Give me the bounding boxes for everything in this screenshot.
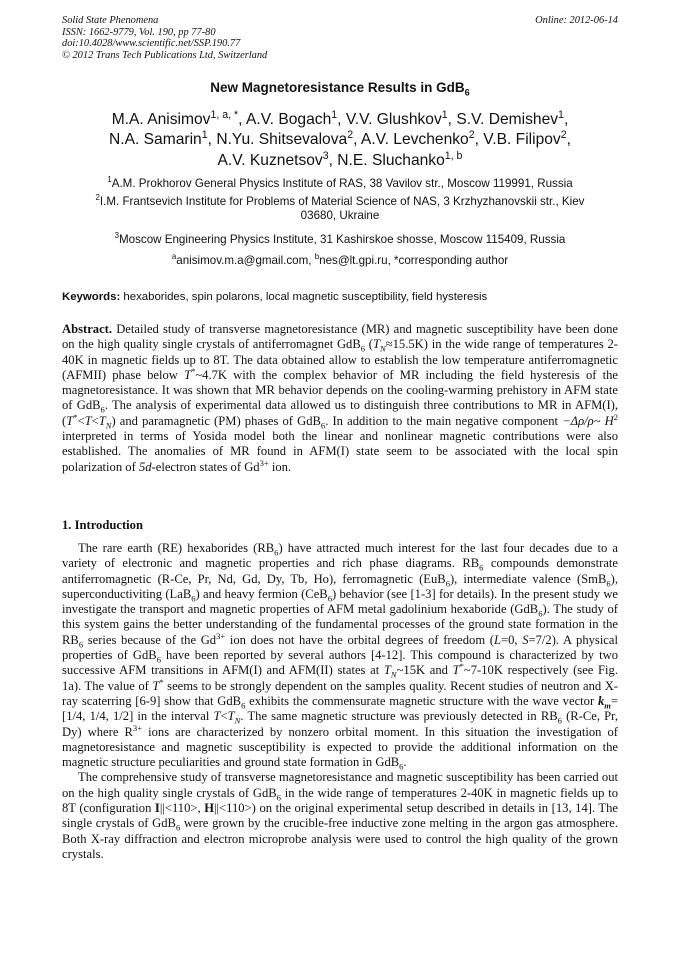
email-link-b[interactable]: nes@lt.gpi.ru, *corresponding author bbox=[319, 254, 509, 267]
paper-title bbox=[62, 80, 618, 98]
author: V.V. Glushkov$^1$, bbox=[345, 108, 457, 128]
author: N.A. Samarin$^1$, bbox=[109, 129, 217, 149]
author: M.A. Anisimov$^{1, a, *}$, bbox=[111, 108, 246, 128]
author: N.Yu. Shitsevalova$^2$, bbox=[216, 129, 361, 149]
author: V.B. Filipov$^2$, bbox=[483, 129, 571, 149]
abstract-label: Abstract. bbox=[62, 322, 113, 336]
title-subscript: 6 bbox=[464, 87, 470, 98]
email-link-a[interactable]: anisimov.m.a@gmail.com, bbox=[176, 254, 315, 267]
keywords-text: hexaborides, spin polarons, local magnetic susceptibility, field hysteresis bbox=[123, 291, 488, 303]
author-list bbox=[62, 110, 618, 171]
abstract: Abstract. Detailed study of transverse magnetoresistance (MR) and magnetic susceptibility have been done on the high quality single crystals of antiferromagnet GdB$_6$ $(T_N\approx 15.5K)$ in the wide range of temperatures 2-40K in magnetic fields up to 8T. The data obtained allow to establish the low temperature antiferromagnetic (AFMII) phase below T*~4.7K with the complex behavior of MR including the field hysteresis of the magnetoresistance. It was shown that MR behavior depends on the cooling-warming prehistory in AFM state of GdB$_6$. The analysis of experimental data allowed us to distinguish three contributions to MR in AFM(I), $(T^*<T<T_N)$ and paramagnetic (PM) phases of GdB$_6$. In addition to the main negative component −Δρ/ρ~ $H^2$ interpreted in terms of Yosida model both the linear and nonlinear magnetic contributions were also established. The anomalies of MR found in AFM(I) state seem to be associated with the local spin polarization of 5d-electron states of $Gd^{3+}$ ion. bbox=[62, 322, 618, 474]
keywords-label: Keywords: bbox=[62, 291, 121, 303]
author: A.V. Kuznetsov$^3$, bbox=[217, 149, 338, 169]
author: N.E. Sluchanko$^{1, b}$ bbox=[337, 149, 463, 169]
copyright: © 2012 Trans Tech Publications Ltd, Switzerland bbox=[62, 49, 268, 61]
section-heading: 1. Introduction bbox=[62, 518, 143, 532]
doi: doi:10.4028/www.scientific.net/SSP.190.77 bbox=[62, 38, 241, 50]
author: A.V. Bogach$^1$, bbox=[245, 108, 346, 128]
keywords bbox=[62, 290, 618, 304]
author: A.V. Levchenko$^2$, bbox=[360, 129, 484, 149]
journal-name: Solid State Phenomena bbox=[62, 15, 159, 26]
issn: ISSN: 1662-9779, Vol. 190, pp 77-80 bbox=[62, 26, 216, 38]
affiliation-2: $^2$I.M. Frantsevich Institute for Problems of Material Science of NAS, 3 Krzhyzhanovskii str., Kiev 03680, Ukraine bbox=[95, 193, 585, 222]
author: S.V. Demishev$^1$, bbox=[456, 108, 569, 128]
online-date: Online: 2012-06-14 bbox=[535, 15, 618, 26]
journal-header bbox=[62, 15, 618, 61]
intro-paragraph-2: The comprehensive study of transverse magnetoresistance and magnetic susceptibility has been carried out on the high quality single crystals of GdB$_6$ in the wide range of temperatures 2-40K in magnetic fields up to 8T (configuration I||<110>, H||<110>) on the original experimental setup described in details in [13, 14]. The single crystals of GdB$_6$ were grown by the crucible-free inductive zone melting in the argon gas atmosphere. Both X-ray diffraction and electron microprobe analysis were used to control the high quality of the grown crystals. bbox=[62, 770, 618, 861]
title-text: New Magnetoresistance Results in GdB bbox=[210, 80, 465, 95]
affiliation-1: $^1$A.M. Prokhorov General Physics Institute of RAS, 38 Vavilov str., Moscow 119991, Russia bbox=[107, 175, 573, 190]
affiliation-3: $^3$Moscow Engineering Physics Institute, 31 Kashirskoe shosse, Moscow 115409, Russia bbox=[114, 231, 566, 246]
intro-paragraph-1: The rare earth (RE) hexaborides $(RB_6)$ have attracted much interest for the last four decades due to a variety of electronic and magnetic properties and rich phase diagrams. $RB_6$ compounds demonstrate antiferromagnetic (R-Ce, Pr, Nd, Gd, Dy, Tb, Ho), ferromagnetic (EuB$_6$), intermediate valence (SmB$_6$), superconductiviting (LaB$_6$) and heavy fermion (CeB$_6$) behavior (see [1-3] for details). In the present study we investigate the transport and magnetic properties of AFM metal gadolinium hexaboride (GdB$_6$). The study of this system gains the better understanding of the fundamental processes of the ground state formation in the $RB_6$ series because of the $Gd^{3+}$ ion does not have the orbital degrees of freedom (L=0, S=7/2). A physical properties of GdB$_6$ have been reported by several authors [4-12]. This compound is characterized by two successive AFM transitions in AFM(I) and AFM(II) states at $T_N\sim 15K$ and T*~7-10K respectively (see Fig. 1a). The value of T* seems to be strongly dependent on the samples quality. Recent studies of neutron and X-ray scaterring [6-9] show that GdB$_6$ exhibits the commensurate magnetic structure with the wave vector $k_m=[1/4$, 1/4, 1/2] in the interval $T<T_N$. The same magnetic structure was previously detected in $RB_6$ (R-Ce, Pr, Dy) where $R^{3+}$ ions are characterized by nonzero orbital moment. In this situation the investigation of magnetoresistance and magnetic susceptibility is expected to provide the additional information on the magnetic structure peculiarities and ground state formation in GdB$_6$. bbox=[62, 541, 619, 772]
introduction-body bbox=[62, 541, 618, 862]
contact-emails: $^a$anisimov.m.a@gmail.com, $^b$nes@lt.gpi.ru, *corresponding author bbox=[171, 252, 509, 267]
